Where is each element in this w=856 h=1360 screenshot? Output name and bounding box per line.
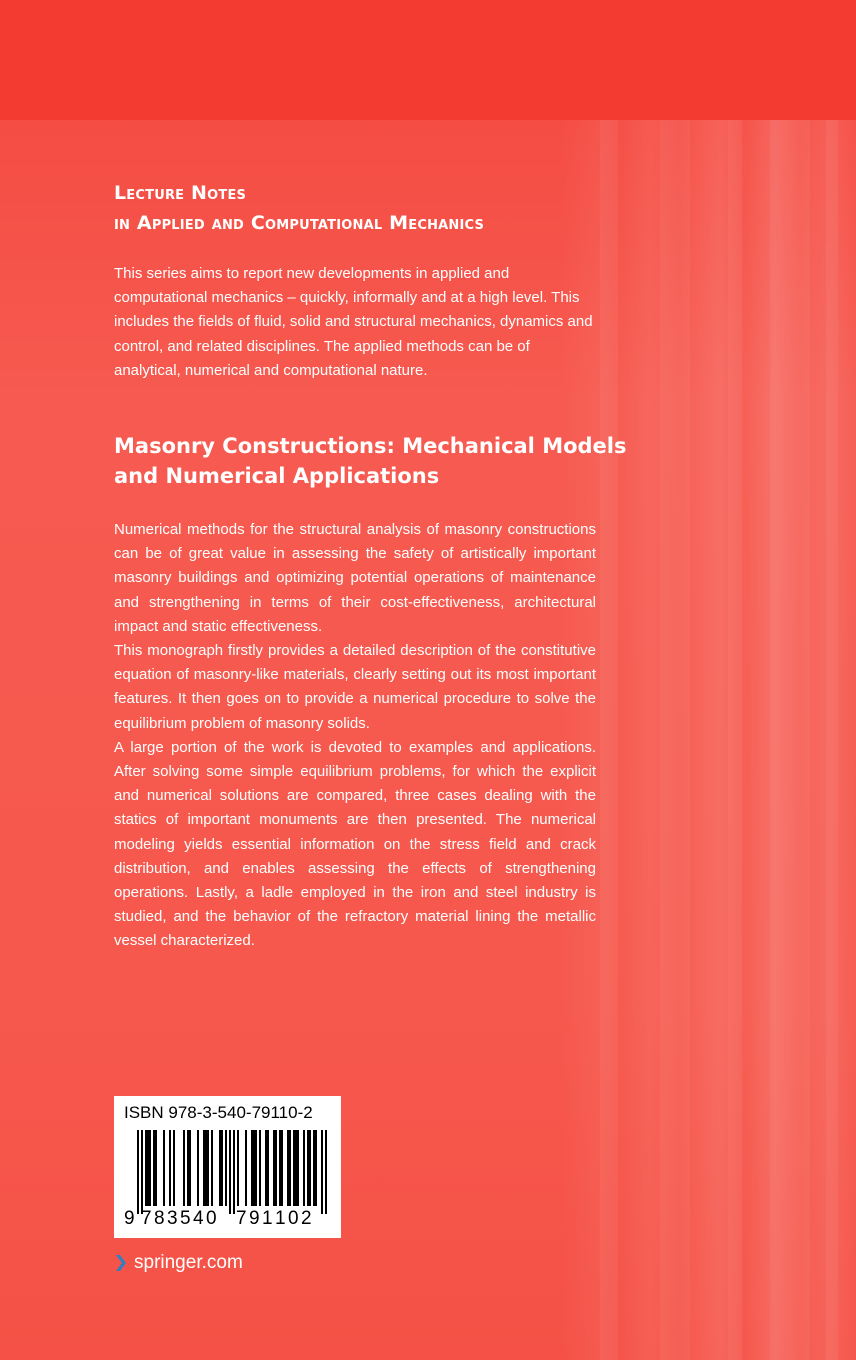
barcode-bar (197, 1130, 199, 1206)
barcode-guard-bar (321, 1130, 323, 1214)
isbn-barcode (114, 1096, 341, 1238)
barcode-digit: 2 (301, 1208, 312, 1229)
barcode-digit: 8 (154, 1208, 165, 1229)
barcode-bar (297, 1130, 299, 1206)
abstract-paragraph: Numerical methods for the structural analysis of masonry constructions can be of great value in assessing the safety of artistically important masonry buildings and optimizing potential operations of maintenance and strengthening in terms of their cost-effectiveness, architectural impact and static effectiveness. (114, 521, 596, 635)
barcode-bar (221, 1130, 223, 1206)
barcode-bar (187, 1130, 189, 1206)
barcode-bar (219, 1130, 221, 1206)
barcode-digit: 3 (167, 1208, 178, 1229)
barcode-bar (315, 1130, 317, 1206)
barcode-digit: 1 (275, 1208, 286, 1229)
book-abstract (114, 518, 596, 954)
decorative-stripe (728, 120, 742, 1360)
book-title-line-1: Masonry Constructions: Mechanical Models (114, 434, 627, 458)
barcode-guard-bar (233, 1130, 235, 1214)
barcode-bar (255, 1130, 257, 1206)
barcode-bar (147, 1130, 149, 1206)
barcode-bar (267, 1130, 269, 1206)
barcode-bar (163, 1130, 165, 1206)
barcode-guard-bar (229, 1130, 231, 1214)
barcode-digit: 5 (180, 1208, 191, 1229)
barcode-bar (245, 1130, 247, 1206)
barcode-bar (251, 1130, 253, 1206)
chevron-right-icon (114, 1253, 128, 1273)
barcode-digit: 9 (249, 1208, 260, 1229)
abstract-paragraph: A large portion of the work is devoted to examples and applications. After solving some simple equilibrium problems, for which the explicit and numerical solutions are compared, three cases dealing with the statics of important monuments are then presented. The numerical modeling yields essential information on the stress field and crack distribution, and enables assessing the effects of strengthening operations. Lastly, a ladle employed in the iron and steel industry is studied, and the behavior of the refractory material lining the metallic vessel characterized. (114, 738, 596, 950)
barcode-bar (225, 1130, 227, 1206)
barcode-bar (307, 1130, 309, 1206)
barcode-bar (313, 1130, 315, 1206)
decorative-stripe (826, 120, 838, 1360)
barcode-digit: 1 (262, 1208, 273, 1229)
barcode-digit: 9 (124, 1208, 135, 1229)
barcode-digit: 0 (206, 1208, 217, 1229)
barcode-bar (211, 1130, 213, 1206)
barcode-bar (273, 1130, 275, 1206)
barcode-digit: 7 (141, 1208, 152, 1229)
series-title-line-1: Lecture Notes (114, 182, 247, 204)
barcode-bar (169, 1130, 171, 1206)
barcode-guard-bar (141, 1130, 143, 1214)
barcode-bar (293, 1130, 295, 1206)
barcode-bar (153, 1130, 155, 1206)
series-description: This series aims to report new developments in applied and computational mechanics – quickly, informally and at a high level. This includes the fields of fluid, solid and structural mechanics, dynamics and control, and related disciplines. The applied methods can be of analytical, numerical and computational nature. (114, 265, 593, 379)
book-title-line-2: and Numerical Applications (114, 464, 440, 488)
barcode-bar (303, 1130, 305, 1206)
barcode-bar (295, 1130, 297, 1206)
abstract-paragraph: This monograph firstly provides a detailed description of the constitutive equation of masonry-like materials, clearly setting out its most important features. It then goes on to provide a numerical procedure to solve the equilibrium problem of masonry solids. (114, 642, 596, 732)
barcode-bar (309, 1130, 311, 1206)
barcode-digit: 4 (193, 1208, 204, 1229)
barcode-bar (149, 1130, 151, 1206)
barcode-bar (145, 1130, 147, 1206)
barcode-bar (207, 1130, 209, 1206)
barcode-bar (155, 1130, 157, 1206)
barcode-bar (203, 1130, 205, 1206)
barcode-bar (259, 1130, 261, 1206)
barcode-bar (173, 1130, 175, 1206)
series-title (114, 178, 674, 238)
barcode-bar (205, 1130, 207, 1206)
decorative-stripe (660, 120, 690, 1360)
publisher-url[interactable]: springer.com (134, 1252, 243, 1273)
series-title-line-2: in Applied and Computational Mechanics (114, 212, 485, 234)
barcode-bar (287, 1130, 289, 1206)
barcode-bar (289, 1130, 291, 1206)
barcode-digits (114, 1206, 341, 1234)
barcode-bar (253, 1130, 255, 1206)
barcode-digit: 7 (236, 1208, 247, 1229)
barcode-bar (189, 1130, 191, 1206)
top-color-band (0, 0, 856, 120)
barcode-bar (279, 1130, 281, 1206)
barcode-bar (183, 1130, 185, 1206)
barcode-bar (281, 1130, 283, 1206)
barcode-bar (275, 1130, 277, 1206)
barcode-guard-bar (325, 1130, 327, 1214)
book-title (114, 431, 634, 491)
publisher-footer (114, 1250, 243, 1276)
decorative-stripe (770, 120, 810, 1360)
barcode-digit: 0 (288, 1208, 299, 1229)
barcode-bar (265, 1130, 267, 1206)
isbn-label: ISBN 978-3-540-79110-2 (124, 1103, 313, 1122)
decorative-stripe (600, 120, 618, 1360)
barcode-guard-bar (137, 1130, 139, 1214)
barcode-bar (237, 1130, 239, 1206)
